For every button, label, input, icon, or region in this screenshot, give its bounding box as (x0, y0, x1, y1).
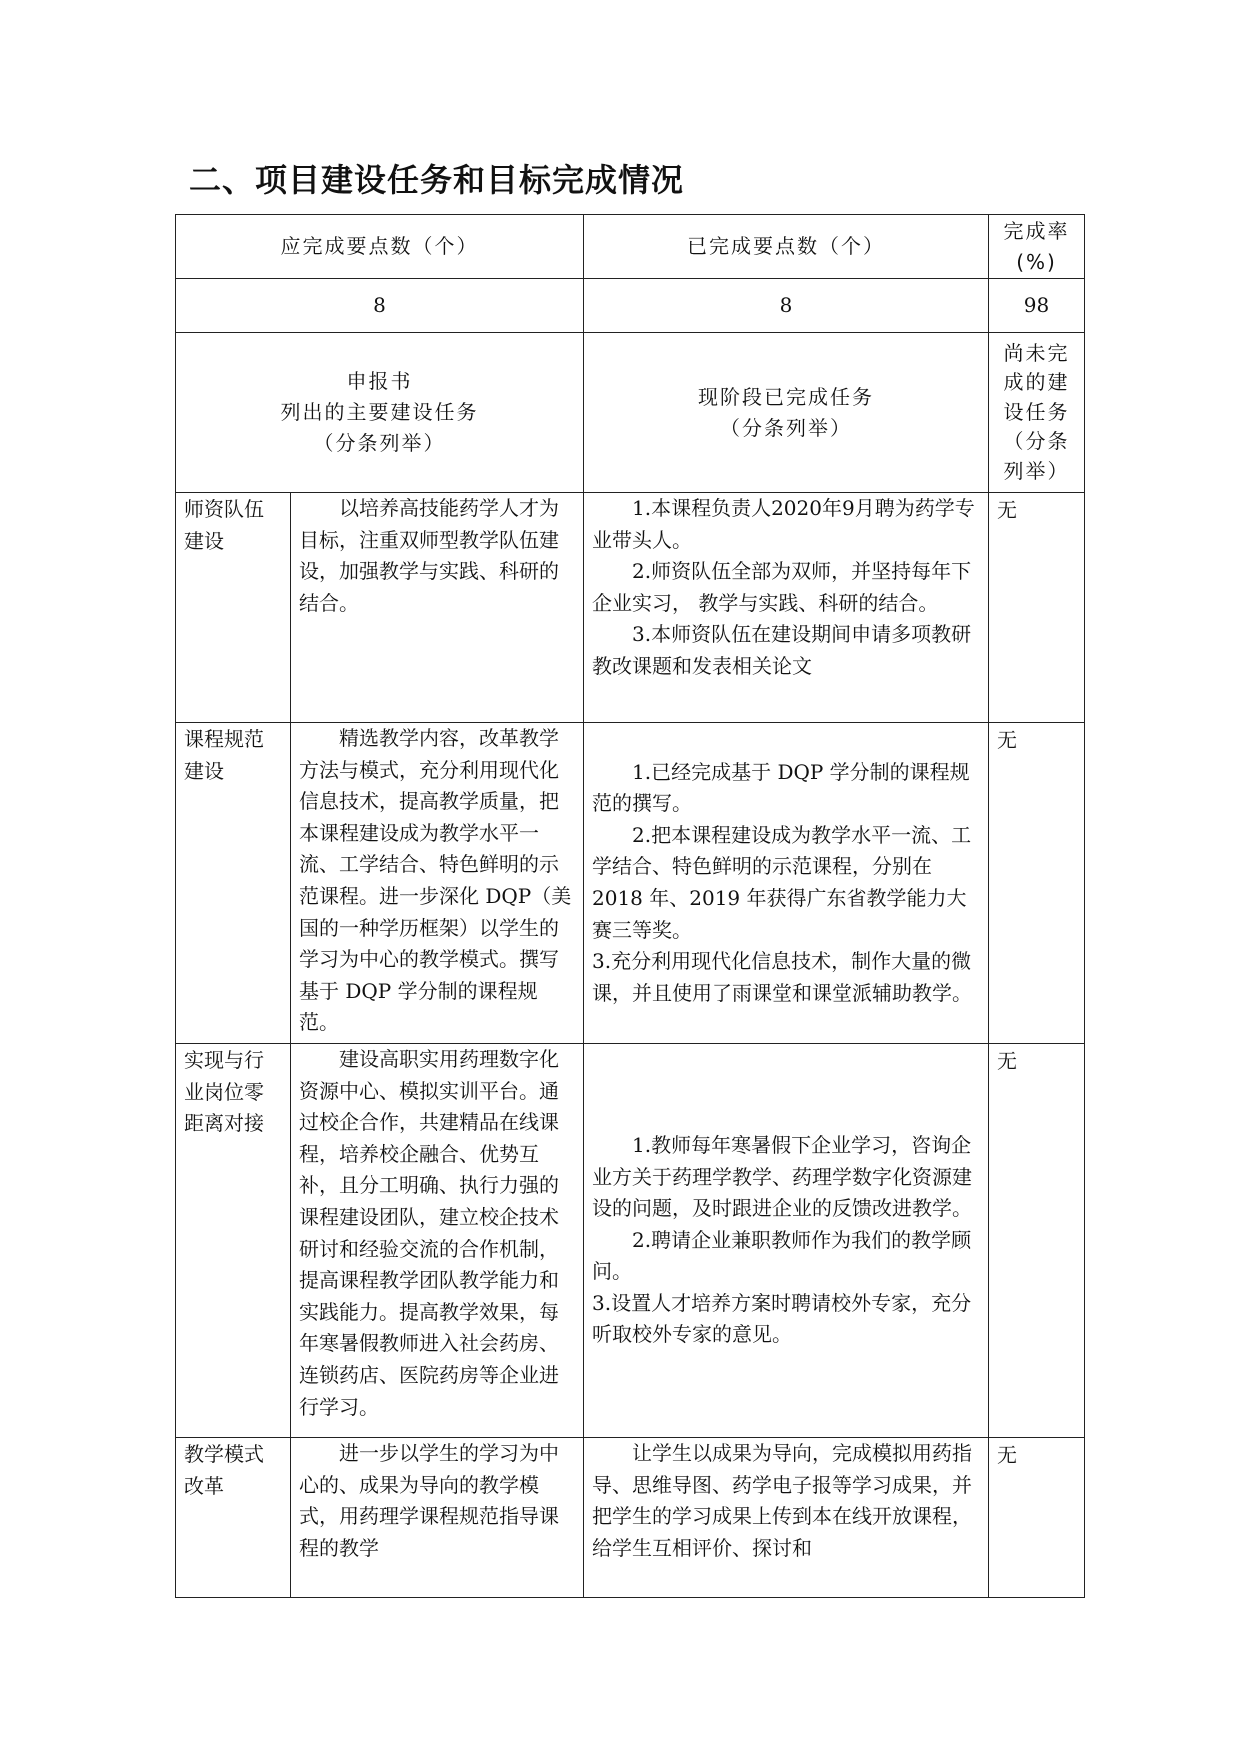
header-completed: 已完成要点数（个） (584, 215, 989, 279)
completed-item: 2.聘请企业兼职教师作为我们的教学顾问。 (592, 1227, 972, 1284)
row-declared-task: 精选教学内容，改革教学方法与模式，充分利用现代化信息技术，提高教学质量，把本课程建设成为教学水平一流、工学结合、特色鲜明的示范课程。进一步深化 DQP（美国的一种学历框架）以学生的学习为中心的教学模式。撰写基于 DQP 学分制的课程规范。 (291, 723, 584, 1044)
table-row (176, 1438, 1085, 1598)
completed-item: 让学生以成果为导向，完成模拟用药指导、思维导图、药学电子报等学习成果，并把学生的学习成果上传到本在线开放课程，给学生互相评价、探讨和 (592, 1441, 972, 1560)
header-row-tasks (176, 333, 1085, 493)
header-pending-tasks (989, 333, 1085, 493)
header-completed-tasks-line-2: （分条列举） (720, 415, 852, 440)
row-category: 师资队伍建设 (176, 493, 291, 723)
row-category: 教学模式改革 (176, 1438, 291, 1598)
completed-item: 3.充分利用现代化信息技术，制作大量的微课，并且使用了雨课堂和课堂派辅助教学。 (592, 949, 972, 1005)
header-completed-tasks-line-1: 现阶段已完成任务 (698, 384, 874, 409)
completed-item: 1.本课程负责人2020年9月聘为药学专业带头人。 (592, 496, 975, 552)
table-row (176, 723, 1085, 1044)
row-category: 实现与行业岗位零距离对接 (176, 1044, 291, 1438)
row-pending-status: 无 (989, 1438, 1085, 1598)
header-rate-line-2: (%) (1016, 249, 1057, 274)
header-completed-tasks (584, 333, 989, 493)
header-pending-line-2: 成的建 (1003, 370, 1070, 395)
value-completed: 8 (584, 279, 989, 333)
header-rate (989, 215, 1085, 279)
section-title: 二、项目建设任务和目标完成情况 (189, 161, 685, 199)
header-declared-line-1: 申报书 (346, 369, 413, 393)
row-declared-task: 进一步以学生的学习为中心的、成果为导向的教学模式，用药理学课程规范指导课程的教学 (291, 1438, 584, 1598)
value-should-complete: 8 (176, 279, 584, 333)
completed-item: 2.把本课程建设成为教学水平一流、工学结合、特色鲜明的示范课程，分别在 2018 年、2019 年获得广东省教学能力大赛三等奖。 (592, 822, 972, 942)
header-pending-line-4: （分条 (1003, 429, 1070, 454)
row-category: 课程规范建设 (176, 723, 291, 1044)
value-rate: 98 (989, 279, 1085, 333)
header-row-counts (176, 215, 1085, 279)
values-row (176, 279, 1085, 333)
completed-item: 3.设置人才培养方案时聘请校外专家，充分听取校外专家的意见。 (592, 1290, 972, 1347)
row-declared-task: 建设高职实用药理数字化资源中心、模拟实训平台。通过校企合作，共建精品在线课程，培养校企融合、优势互补，且分工明确、执行力强的课程建设团队，建立校企技术研讨和经验交流的合作机制，提高课程教学团队教学能力和实践能力。提高教学效果，每年寒暑假教师进入社会药房、连锁药店、医院药房等企业进行学习。 (291, 1044, 584, 1438)
completed-item: 1.教师每年寒暑假下企业学习，咨询企业方关于药理学教学、药理学数字化资源建设的问题，及时跟进企业的反馈改进教学。 (592, 1132, 972, 1221)
completed-item: 3.本师资队伍在建设期间申请多项教研教改课题和发表相关论文 (592, 622, 972, 678)
row-completed-tasks (584, 1044, 989, 1438)
header-pending-line-3: 设任务 (1003, 399, 1070, 424)
row-pending-status: 无 (989, 493, 1085, 723)
header-declared-line-3: （分条列举） (313, 431, 446, 455)
row-completed-tasks (584, 493, 989, 723)
row-pending-status: 无 (989, 1044, 1085, 1438)
header-should-complete: 应完成要点数（个） (176, 215, 584, 279)
row-completed-tasks (584, 723, 989, 1044)
header-pending-line-1: 尚未完 (1003, 340, 1070, 365)
row-declared-task: 以培养高技能药学人才为目标，注重双师型教学队伍建设，加强教学与实践、科研的结合。 (291, 493, 584, 723)
header-declared-line-2: 列出的主要建设任务 (280, 400, 479, 424)
table-row (176, 493, 1085, 723)
row-completed-tasks (584, 1438, 989, 1598)
header-declared-tasks (176, 333, 584, 493)
header-pending-line-5: 列举） (1003, 458, 1070, 483)
table-row (176, 1044, 1085, 1438)
row-pending-status: 无 (989, 723, 1085, 1044)
task-completion-table (175, 214, 1085, 1598)
completed-item: 1.已经完成基于 DQP 学分制的课程规范的撰写。 (592, 759, 970, 816)
completed-item: 2.师资队伍全部为双师，并坚持每年下企业实习， 教学与实践、科研的结合。 (592, 559, 972, 615)
header-rate-line-1: 完成率 (1003, 218, 1070, 243)
